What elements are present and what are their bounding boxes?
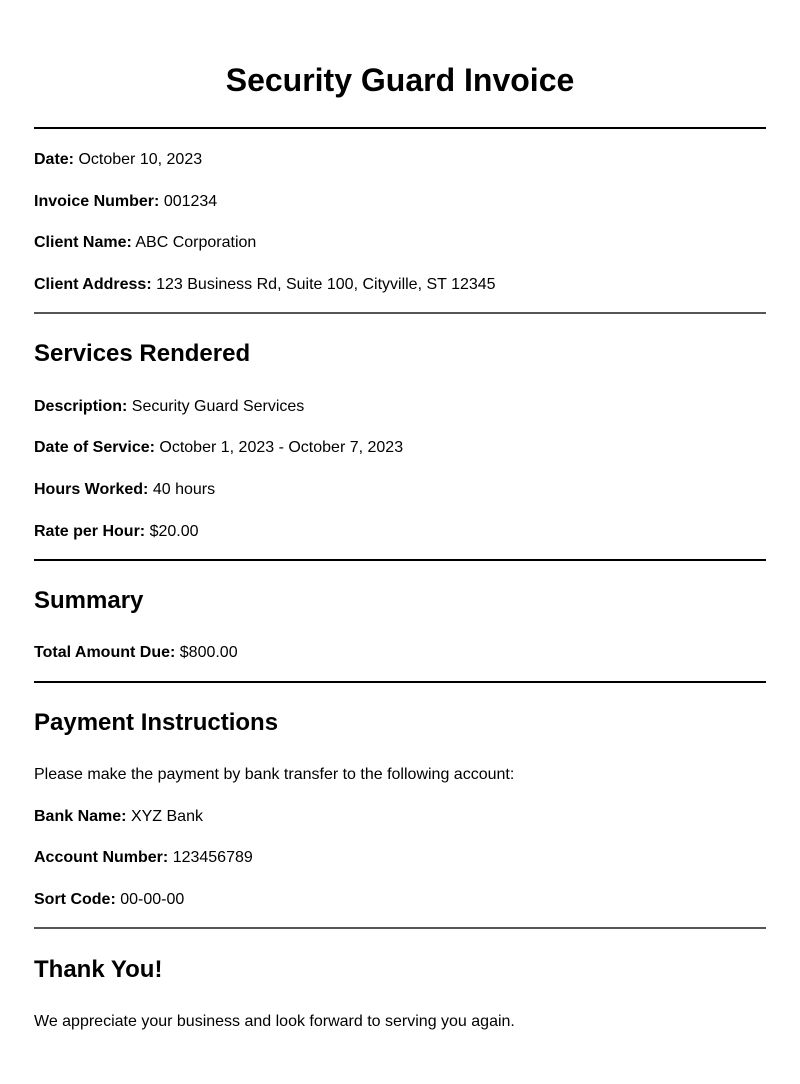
client-address <box>34 275 496 295</box>
client-name-label: Client Name: <box>34 234 132 251</box>
sort-code-value: 00-00-00 <box>120 891 185 908</box>
bank-name-value: XYZ Bank <box>130 808 203 825</box>
description-value: Security Guard Services <box>131 398 305 415</box>
invoice-number <box>34 192 217 212</box>
service-date-value: October 1, 2023 - October 7, 2023 <box>159 439 404 456</box>
client-address-value: 123 Business Rd, Suite 100, Cityville, ST 12345 <box>156 276 496 293</box>
rate-value: $20.00 <box>149 523 199 540</box>
hours-value: 40 hours <box>152 481 216 498</box>
total-label: Total Amount Due: <box>34 644 176 661</box>
invoice-number-value: 001234 <box>163 193 218 210</box>
date-value: October 10, 2023 <box>78 151 203 168</box>
account-number-value: 123456789 <box>172 849 253 866</box>
hours-label: Hours Worked: <box>34 481 149 498</box>
thanks-heading: Thank You! <box>34 956 163 983</box>
services-heading: Services Rendered <box>34 340 251 367</box>
bank-name-label: Bank Name: <box>34 808 127 825</box>
invoice-date <box>34 150 202 170</box>
divider <box>34 927 766 929</box>
divider <box>34 312 766 314</box>
summary-heading: Summary <box>34 587 144 614</box>
client-address-label: Client Address: <box>34 276 152 293</box>
rate-per-hour <box>34 522 199 542</box>
account-number-label: Account Number: <box>34 849 169 866</box>
hours-worked <box>34 480 215 500</box>
account-number <box>34 848 253 868</box>
service-date-label: Date of Service: <box>34 439 155 456</box>
client-name-value: ABC Corporation <box>135 234 257 251</box>
service-date <box>34 438 403 458</box>
page-title: Security Guard Invoice <box>225 62 575 98</box>
thanks-message: We appreciate your business and look forward to serving you again. <box>34 1013 515 1030</box>
payment-intro: Please make the payment by bank transfer to the following account: <box>34 766 515 783</box>
rate-label: Rate per Hour: <box>34 523 146 540</box>
divider <box>34 127 766 129</box>
client-name <box>34 233 256 253</box>
divider <box>34 559 766 561</box>
date-label: Date: <box>34 151 75 168</box>
total-value: $800.00 <box>179 644 238 661</box>
description-label: Description: <box>34 398 128 415</box>
bank-name <box>34 807 203 827</box>
sort-code-label: Sort Code: <box>34 891 116 908</box>
divider <box>34 681 766 683</box>
payment-heading: Payment Instructions <box>34 709 279 736</box>
service-description <box>34 397 304 417</box>
invoice-number-label: Invoice Number: <box>34 193 160 210</box>
sort-code <box>34 890 184 910</box>
total-amount-due <box>34 643 238 663</box>
